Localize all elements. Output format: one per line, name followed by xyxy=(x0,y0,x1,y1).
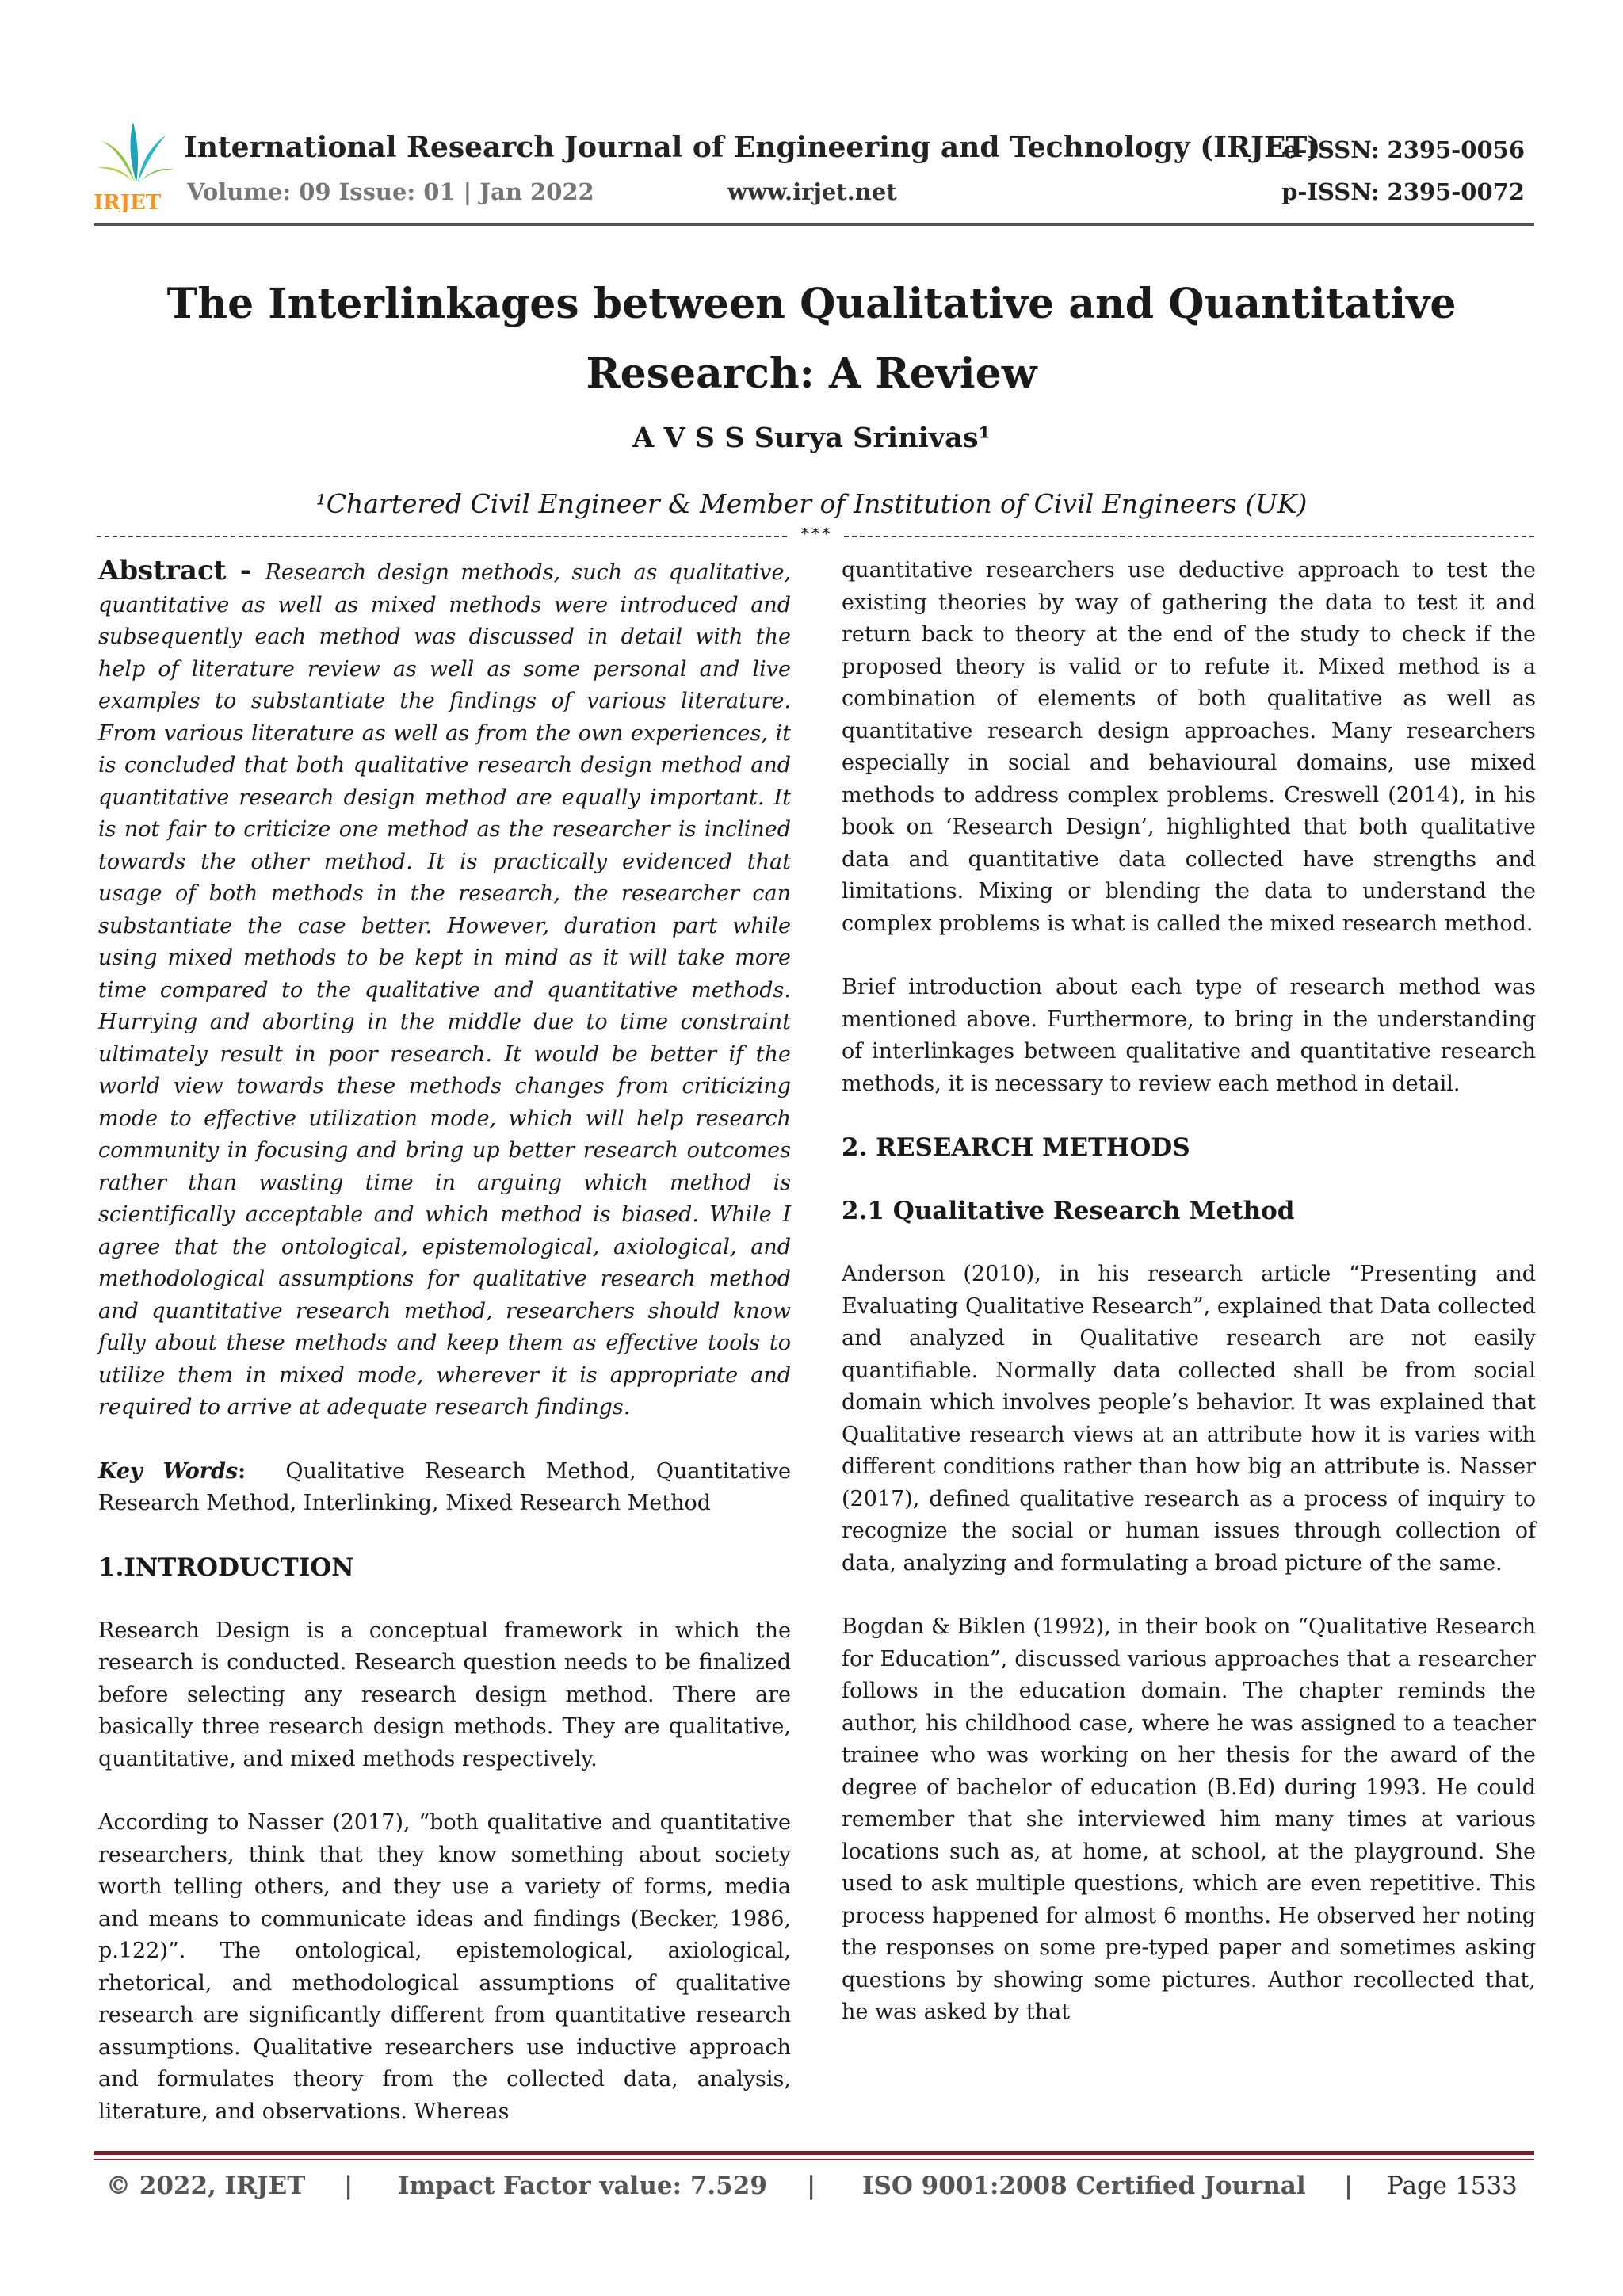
author-affiliation: ¹Chartered Civil Engineer & Member of Institution of Civil Engineers (UK) xyxy=(315,488,1308,519)
abstract-text: Research design methods, such as qualitative, quantitative as well as mixed methods were introduced and subsequently each method was discussed in detail with the help of literature review as well as some personal and live examples to substantiate the findings of various literature. From various literature as well as from the own experiences, it is concluded that both qualitative research design method and quantitative research design method are equally important. It is not fair to criticize one method as the researcher is inclined towards the other method. It is practically evidenced that usage of both methods in the research, the researcher can substantiate the case better. However, duration part while using mixed methods to be kept in mind as it will take more time compared to the qualitative and quantitative methods. Hurrying and aborting in the middle due to time constraint ultimately result in poor research. It would be better if the world view towards these methods changes from criticizing mode to effective utilization mode, which will help research community in focusing and bring up better research outcomes rather than wasting time in arguing which method is scientifically acceptable and which method is biased. While I agree that the ontological, epistemological, axiological, and methodological assumptions for qualitative research method and quantitative research method, researchers should know fully about these methods and keep them as effective tools to utilize them in mixed mode, wherever it is appropriate and required to arrive at adequate research findings. xyxy=(98,560,791,1419)
right-paragraph-1: quantitative researchers use deductive approach to test the existing theories by way of gathering the data to test it and return back to theory at the end of the study to check if the proposed theory is valid or to refute it. Mixed method is a combination of elements of both qualitative as well as quantitative research design approaches. Many researchers especially in social and behavioural domains, use mixed methods to address complex problems. Creswell (2014), in his book on ‘Research Design’, highlighted that both qualitative data and quantitative data collected have strengths and limitations. Mixing or blending the data to understand the complex problems is what is called the mixed research method. xyxy=(842,558,1536,936)
footer-iso-certification: ISO 9001:2008 Certified Journal xyxy=(862,2172,1306,2200)
keywords-label: Key Words xyxy=(98,1458,239,1484)
footer-separator: | xyxy=(344,2172,353,2200)
page-footer xyxy=(94,2172,1534,2210)
footer-rule-thick xyxy=(94,2151,1534,2155)
abstract-label: Abstract - xyxy=(98,555,265,586)
section-separator xyxy=(97,528,1534,544)
footer-separator: | xyxy=(807,2172,816,2200)
intro-paragraph-1: Research Design is a conceptual framework in which the research is conducted. Research question needs to be finalized before selecting any research design method. There are basically three research design methods. They are qualitative, quantitative, and mixed methods respectively. xyxy=(98,1618,791,1771)
footer-rule-thin xyxy=(94,2159,1534,2160)
separator-dash-right xyxy=(844,536,1534,537)
right-column xyxy=(842,555,1536,2029)
separator-stars: *** xyxy=(800,528,831,544)
abstract xyxy=(98,555,791,1424)
intro-heading: 1.INTRODUCTION xyxy=(98,1553,354,1582)
p-issn: p-ISSN: 2395-0072 xyxy=(1281,178,1525,205)
e-issn: e-ISSN: 2395-0056 xyxy=(1282,136,1525,163)
right-paragraph-2: Brief introduction about each type of research method was mentioned above. Furthermore, to bring in the understanding of interlinkages between qualitative and quantitative research methods, it is necessary to review each method in detail. xyxy=(842,975,1536,1096)
svg-text:IRJET: IRJET xyxy=(94,191,162,212)
research-methods-heading: 2. RESEARCH METHODS xyxy=(842,1133,1190,1162)
page-number: Page 1533 xyxy=(1387,2172,1518,2200)
left-column xyxy=(98,555,791,2128)
irjet-logo-graphic xyxy=(94,117,179,212)
footer-copyright: © 2022, IRJET xyxy=(106,2172,306,2200)
volume-issue: Volume: 09 Issue: 01 | Jan 2022 xyxy=(187,178,594,205)
right-paragraph-3: Anderson (2010), in his research article “Presenting and Evaluating Qualitative Research”, explained that Data collected and analyzed in Qualitative research are not easily quantifiable. Normally data collected shall be from social domain which involves people’s behavior. It was explained that Qualitative research views at an attribute how it is varies with different conditions rather than how big an attribute is. Nasser (2017), defined qualitative research as a process of inquiry to recognize the social or human issues through collection of data, analyzing and formulating a broad picture of the same. xyxy=(842,1262,1536,1576)
header-divider xyxy=(94,223,1534,226)
journal-name: International Research Journal of Engineering and Technology (IRJET) xyxy=(184,131,1321,164)
footer-separator: | xyxy=(1344,2172,1354,2200)
keywords xyxy=(98,1456,791,1520)
intro-paragraph-2: According to Nasser (2017), “both qualitative and quantitative researchers, think that they know something about society worth telling others, and they use a variety of forms, media and means to communicate ideas and findings (Becker, 1986, p.122)”. The ontological, epistemological, axiological, rhetorical, and methodological assumptions of qualitative research are significantly different from quantitative research assumptions. Qualitative researchers use inductive approach and formulates theory from the collected data, analysis, literature, and observations. Whereas xyxy=(98,1810,791,2124)
keywords-text: Qualitative Research Method, Quantitative Research Method, Interlinking, Mixed Research Method xyxy=(98,1458,792,1515)
paper-title: The Interlinkages between Qualitative and Quantitative Research: A Review xyxy=(166,280,1457,398)
separator-dash-left xyxy=(97,536,787,537)
journal-website[interactable]: www.irjet.net xyxy=(727,178,897,205)
irjet-logo xyxy=(94,117,179,212)
author-name: A V S S Surya Srinivas¹ xyxy=(632,422,991,454)
right-paragraph-4: Bogdan & Biklen (1992), in their book on “Qualitative Research for Education”, discussed various approaches that a researcher follows in the education domain. The chapter reminds the author, his childhood case, where he was assigned to a teacher trainee who was working on her thesis for the award of the degree of bachelor of education (B.Ed) during 1993. He could remember that she interviewed him many times at various locations such as, at home, at school, at the playground. She used to ask multiple questions, which are even repetitive. This process happened for almost 6 months. He observed her noting the responses on some pre-typed paper and sometimes asking questions by showing some pictures. Author recollected that, he was asked by that xyxy=(842,1614,1536,2024)
keywords-colon: : xyxy=(238,1458,246,1484)
qualitative-method-heading: 2.1 Qualitative Research Method xyxy=(842,1197,1295,1225)
footer-impact-factor: Impact Factor value: 7.529 xyxy=(398,2172,767,2200)
